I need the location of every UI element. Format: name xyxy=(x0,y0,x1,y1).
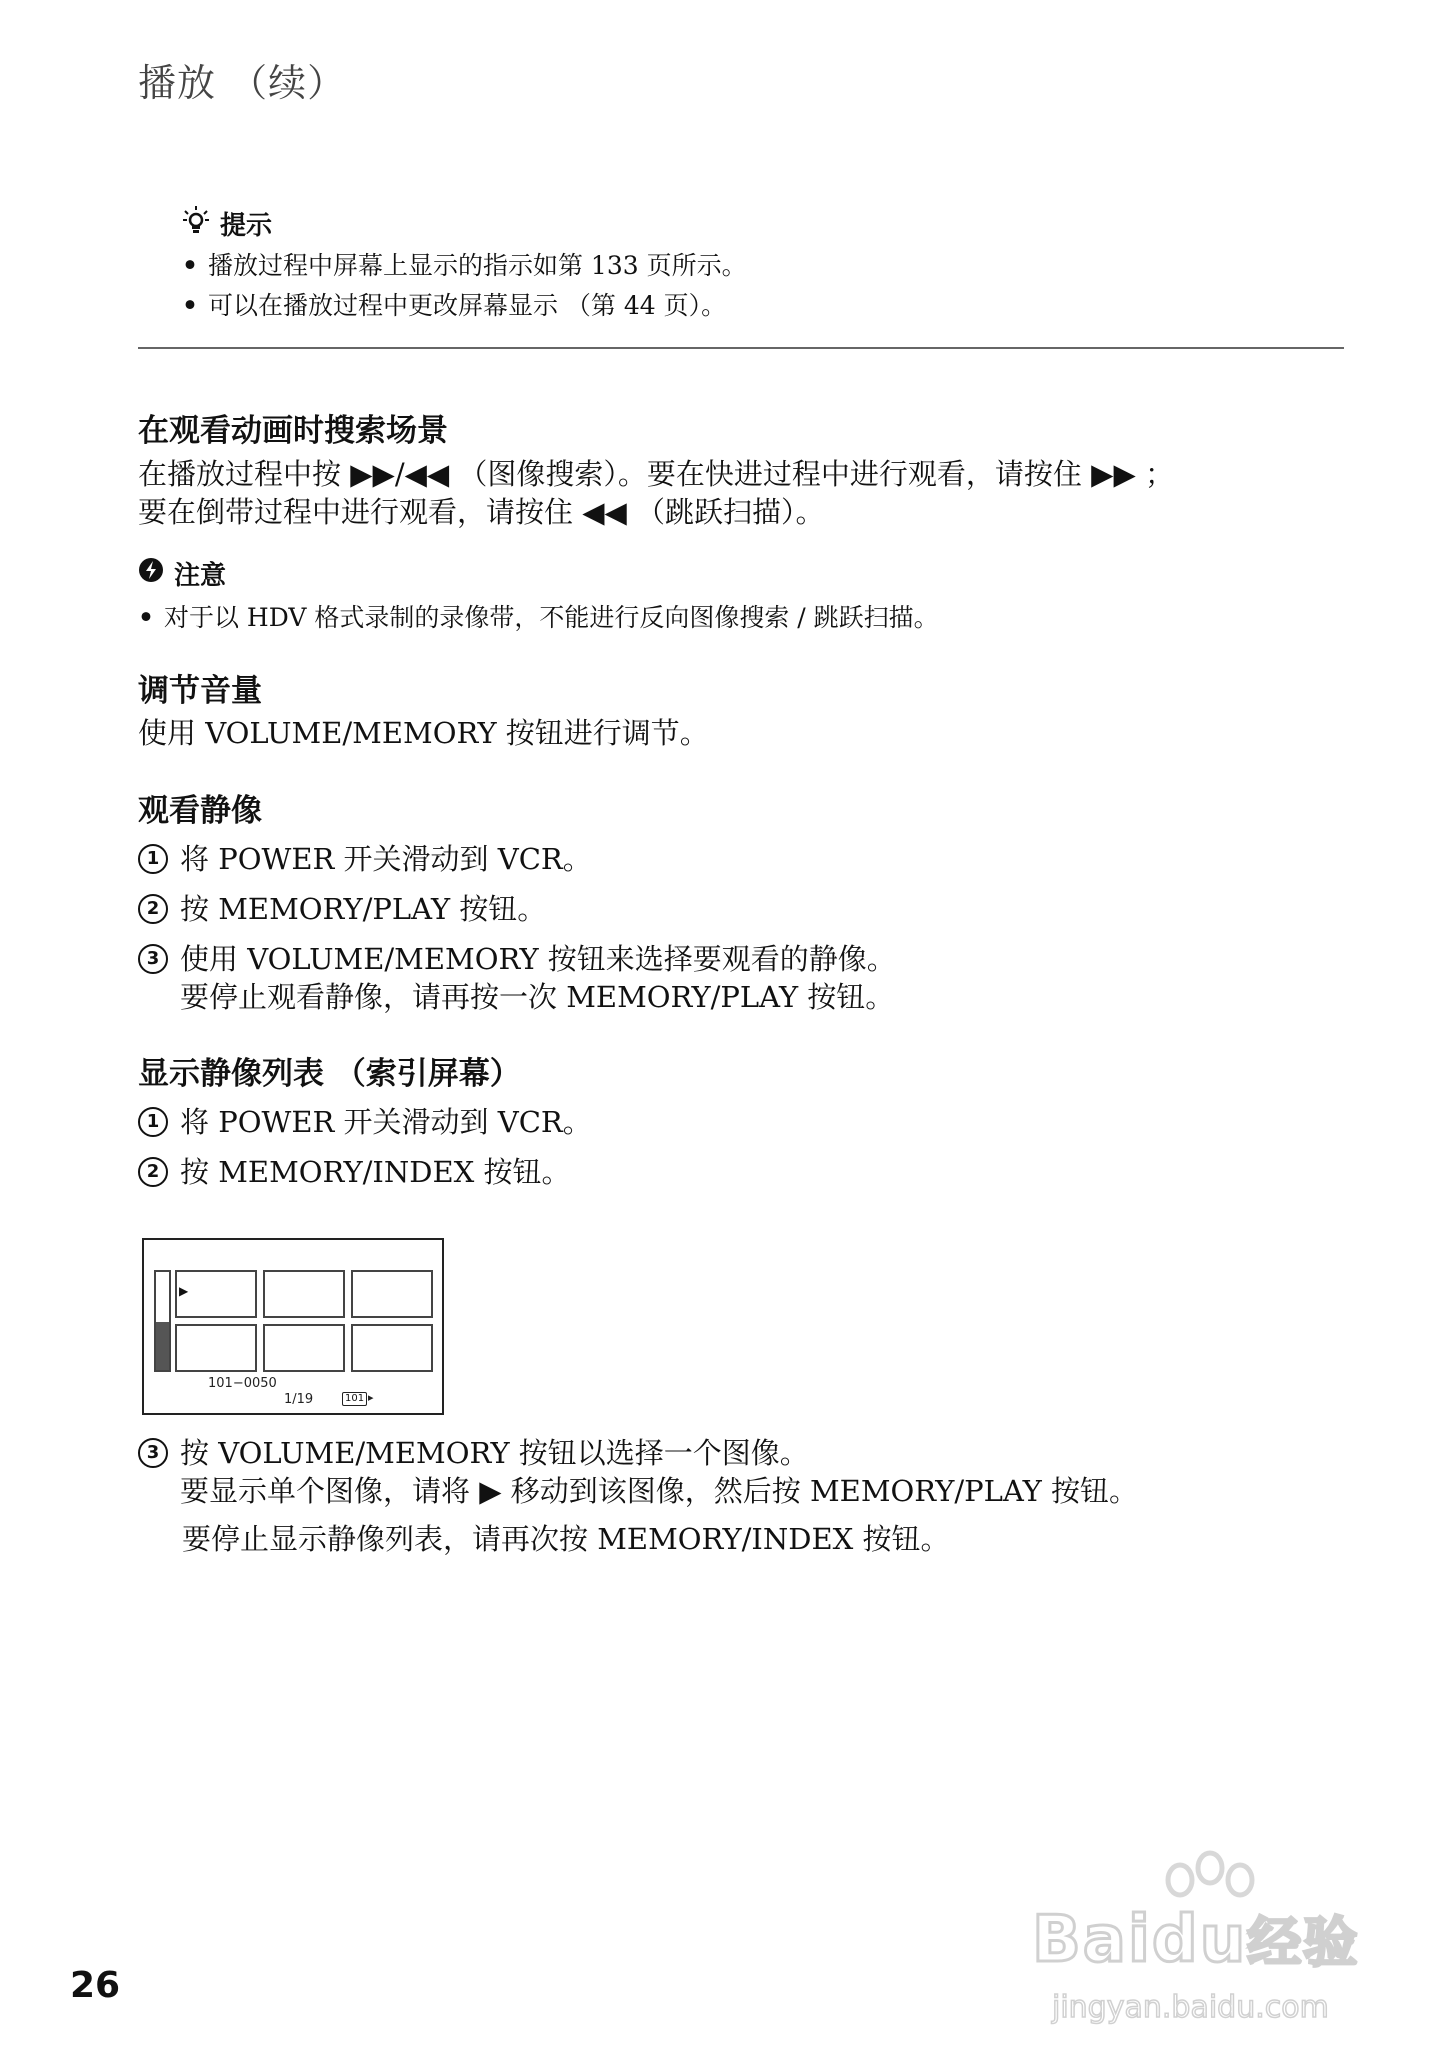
scrollbar-thumb xyxy=(156,1322,169,1370)
thumbnail xyxy=(351,1324,433,1372)
step-item: 1 将 POWER 开关滑动到 VCR。 xyxy=(138,1103,592,1141)
scrollbar-track xyxy=(154,1270,171,1372)
index-final-text: 要停止显示静像列表，请再次按 MEMORY/INDEX 按钮。 xyxy=(182,1522,950,1556)
section-divider xyxy=(138,347,1344,349)
file-number: 101−0050 xyxy=(208,1376,277,1391)
thumbnail xyxy=(351,1270,433,1318)
folder-arrow-icon: ▸ xyxy=(368,1391,374,1404)
page-header-title: 播放 （续） xyxy=(138,61,347,105)
caution-icon xyxy=(138,557,164,590)
tips-box xyxy=(182,205,747,326)
tips-heading xyxy=(182,205,747,242)
thumbnail xyxy=(263,1270,345,1318)
watermark-url: jingyan.baidu.com xyxy=(1052,1990,1329,2025)
step-item: 3 按 VOLUME/MEMORY 按钮以选择一个图像。 要显示单个图像，请将 ▶ 移动到该图像，然后按 MEMORY/PLAY 按钮。 xyxy=(138,1434,1138,1510)
watermark-brand-du: du xyxy=(1151,1903,1248,1977)
thumbnail xyxy=(263,1324,345,1372)
thumbnail xyxy=(175,1270,257,1318)
step-item: 3 使用 VOLUME/MEMORY 按钮来选择要观看的静像。 要停止观看静像，请再按一次 MEMORY/PLAY 按钮。 xyxy=(138,940,896,1016)
page-number: 26 xyxy=(70,1965,121,2006)
step-item: 2 按 MEMORY/PLAY 按钮。 xyxy=(138,890,546,928)
lightbulb-icon xyxy=(182,205,210,242)
watermark-sub: 经验 xyxy=(1247,1911,1360,1974)
note-title: 注意 xyxy=(174,561,227,591)
baidu-watermark xyxy=(1032,1850,1372,2040)
still-section-title: 观看静像 xyxy=(138,793,262,829)
search-section-title: 在观看动画时搜索场景 xyxy=(138,413,448,449)
volume-paragraph: 使用 VOLUME/MEMORY 按钮进行调节。 xyxy=(138,716,709,750)
thumbnail xyxy=(175,1324,257,1372)
search-paragraph: 在播放过程中按 ▶▶/◀◀ （图像搜索）。要在快进过程中进行观看，请按住 ▶▶ ； 要在倒带过程中进行观看，请按住 ◀◀ （跳跃扫描）。 xyxy=(138,457,1174,529)
note-heading xyxy=(138,555,226,592)
cursor-icon: ▶ xyxy=(179,1284,189,1298)
watermark-brand: Bai xyxy=(1032,1903,1152,1977)
list-item: • 可以在播放过程中更改屏幕显示 （第 44 页）。 xyxy=(182,291,727,320)
image-position: 1/19 xyxy=(284,1392,314,1407)
index-section-title: 显示静像列表 （索引屏幕） xyxy=(138,1056,521,1092)
folder-badge: 101 xyxy=(342,1392,367,1406)
tips-title: 提示 xyxy=(220,211,273,241)
list-item: • 播放过程中屏幕上显示的指示如第 133 页所示。 xyxy=(182,251,747,280)
step-item: 2 按 MEMORY/INDEX 按钮。 xyxy=(138,1153,571,1191)
step-item: 1 将 POWER 开关滑动到 VCR。 xyxy=(138,840,592,878)
list-item: • 对于以 HDV 格式录制的录像带，不能进行反向图像搜索 / 跳跃扫描。 xyxy=(138,603,939,632)
volume-section-title: 调节音量 xyxy=(138,673,262,709)
index-screen-illustration xyxy=(142,1238,444,1415)
